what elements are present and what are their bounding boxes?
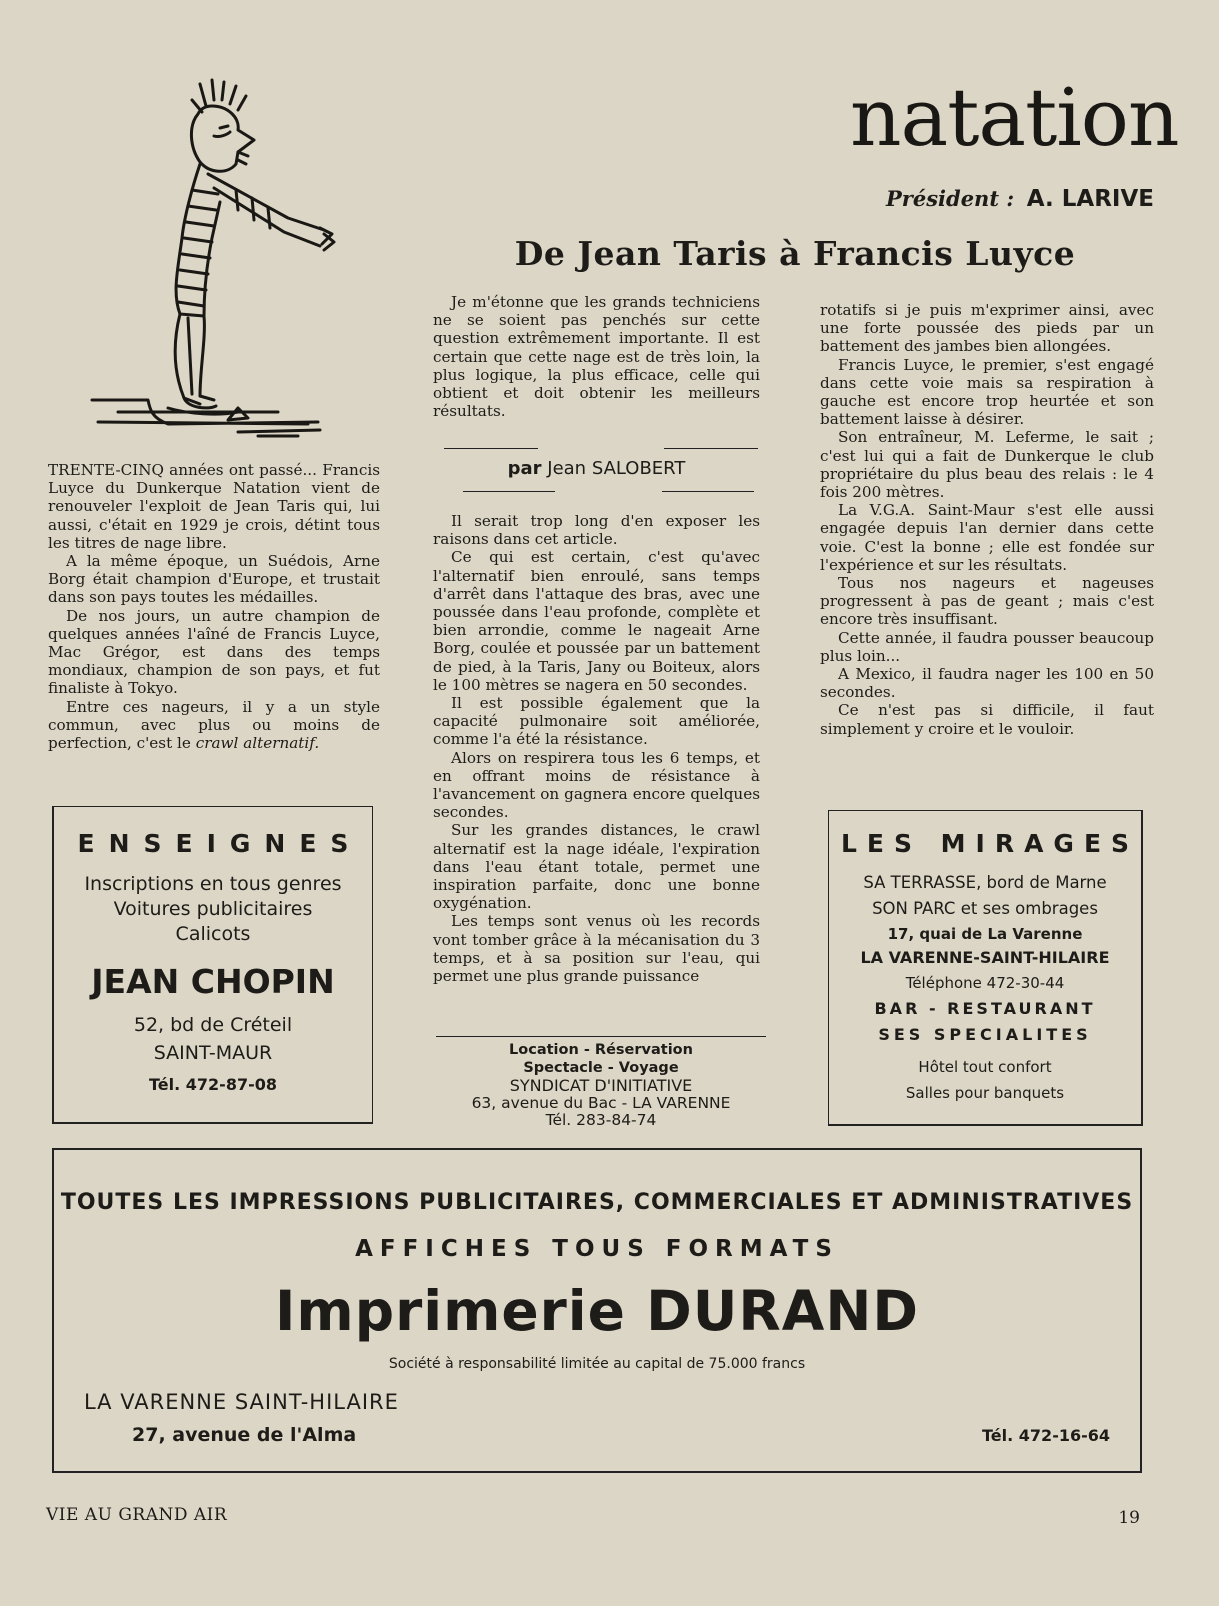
byline-rule-top xyxy=(444,448,538,449)
president-label: Président : xyxy=(886,186,1015,211)
enseignes-city: SAINT-MAUR xyxy=(153,1042,273,1064)
president-line xyxy=(760,186,1154,212)
syndicat-line: 63, avenue du Bac - LA VARENNE xyxy=(471,1093,731,1112)
col3-paragraph: rotatifs si je puis m'exprimer ainsi, avec une forte poussée des pieds par un battement des jambes bien allongées. xyxy=(820,301,1154,356)
footer-magazine: VIE AU GRAND AIR xyxy=(46,1505,228,1525)
durand-address: 27, avenue de l'Alma xyxy=(132,1424,357,1446)
col3-paragraph: Cette année, il faudra pousser beaucoup plus loin... xyxy=(820,628,1154,665)
section-title: natation xyxy=(850,71,1179,164)
starting-block xyxy=(92,400,320,436)
col3-paragraph: Francis Luyce, le premier, s'est engagé dans cette voie mais sa respiration à gauche est encore trop heurtée et son battement laisse à désirer. xyxy=(820,355,1154,429)
byline xyxy=(433,458,760,479)
ad-syndicat xyxy=(436,1042,766,1130)
byline-rule-bottom xyxy=(662,491,754,492)
syndicat-line: SYNDICAT D'INITIATIVE xyxy=(509,1076,693,1095)
col2-paragraph: Les temps sont venus où les records vont tomber grâce à la mécanisation du 3 temps, et à sa position sur l'eau, qui permet une plus grande puissance xyxy=(433,912,760,986)
article-column-3 xyxy=(820,301,1154,738)
mirages-line: SON PARC et ses ombrages xyxy=(872,899,1098,918)
byline-first: Jean xyxy=(547,458,587,479)
durand-line: TOUTES LES IMPRESSIONS PUBLICITAIRES, COMMERCIALES ET ADMINISTRATIVES xyxy=(60,1190,1134,1215)
byline-prefix: par xyxy=(507,458,542,479)
durand-legal: Société à responsabilité limitée au capital de 75.000 francs xyxy=(388,1356,806,1372)
mirages-line: 17, quai de La Varenne xyxy=(887,925,1083,943)
col1-last-text: Entre ces nageurs, il y a un style commun, avec plus ou moins de perfection, c'est le xyxy=(48,697,380,753)
col2-top-paragraph: Je m'étonne que les grands techniciens ne se soient pas penchés sur cette question extrêmement importante. Il est certain que cette nage est de très loin, la plus logique, la plus efficace, celle qui obtient et doit obtenir les meilleurs résultats. xyxy=(433,293,760,421)
col1-paragraph: A la même époque, un Suédois, Arne Borg était champion d'Europe, et trustait dans son pays toutes les médailles. xyxy=(48,552,380,607)
enseignes-line: Voitures publicitaires xyxy=(113,898,313,920)
enseignes-phone: Tél. 472-87-08 xyxy=(149,1075,277,1094)
col2-paragraph: Il est possible également que la capacité pulmonaire soit améliorée, comme l'a été la résistance. xyxy=(433,694,760,749)
col1-paragraph xyxy=(48,698,380,753)
mirages-line: BAR - RESTAURANT xyxy=(874,999,1096,1018)
col2-paragraph: Il serait trop long d'en exposer les raisons dans cet article. xyxy=(433,512,760,549)
enseignes-address: 52, bd de Créteil xyxy=(133,1014,293,1036)
mirages-line: SES SPECIALITES xyxy=(878,1025,1092,1044)
ad-les-mirages xyxy=(828,810,1143,1126)
mirages-title: LES MIRAGES xyxy=(840,829,1140,858)
durand-name: Imprimerie DURAND xyxy=(274,1279,920,1343)
mirages-line: LA VARENNE-SAINT-HILAIRE xyxy=(860,948,1110,967)
durand-phone: Tél. 472-16-64 xyxy=(982,1426,1110,1445)
byline-rule-bottom xyxy=(463,491,555,492)
article-column-2-top xyxy=(433,293,760,420)
head xyxy=(191,106,254,171)
article-title: De Jean Taris à Francis Luyce xyxy=(514,234,1076,273)
col2-paragraph: Sur les grandes distances, le crawl alternatif est la nage idéale, l'expiration dans l'eau étant totale, permet une inspiration parfaite, donc une bonne oxygénation. xyxy=(433,821,760,913)
syndicat-rule xyxy=(436,1036,766,1037)
mirages-line: Téléphone 472-30-44 xyxy=(905,974,1065,992)
syndicat-line: Spectacle - Voyage xyxy=(523,1059,679,1076)
enseignes-line: Inscriptions en tous genres xyxy=(84,873,342,895)
mirages-line: Hôtel tout confort xyxy=(918,1058,1052,1076)
byline-last: SALOBERT xyxy=(591,458,686,479)
syndicat-line: Tél. 283-84-74 xyxy=(545,1111,657,1129)
durand-line: AFFICHES TOUS FORMATS xyxy=(355,1236,839,1262)
page-number: 19 xyxy=(1118,1508,1140,1528)
ad-imprimerie-durand xyxy=(52,1148,1142,1473)
enseignes-name: JEAN CHOPIN xyxy=(91,962,335,1001)
col3-paragraph: Tous nos nageurs et nageuses progressent à pas de geant ; mais c'est encore très insuffisant. xyxy=(820,574,1154,629)
col1-italic: crawl alternatif. xyxy=(195,734,320,753)
swimmer-illustration xyxy=(88,78,353,450)
president-name: A. LARIVE xyxy=(1026,186,1154,212)
col3-paragraph: A Mexico, il faudra nager les 100 en 50 secondes. xyxy=(820,665,1154,702)
arms xyxy=(208,174,334,250)
col1-paragraph: TRENTE-CINQ années ont passé... Francis Luyce du Dunkerque Natation vient de renouveler l'exploit de Jean Taris qui, lui aussi, c'était en 1929 je crois, détint tous les titres de nage libre. xyxy=(48,461,380,552)
enseignes-line: Calicots xyxy=(175,923,251,945)
durand-city: LA VARENNE SAINT-HILAIRE xyxy=(84,1390,399,1414)
article-column-2 xyxy=(433,512,760,985)
mirages-line: SA TERRASSE, bord de Marne xyxy=(863,873,1107,892)
enseignes-title: ENSEIGNES xyxy=(77,829,363,858)
mirages-line: Salles pour banquets xyxy=(905,1084,1065,1102)
col3-paragraph: Ce n'est pas si difficile, il faut simplement y croire et le vouloir. xyxy=(820,701,1154,738)
col1-paragraph: De nos jours, un autre champion de quelques années l'aîné de Francis Luyce, Mac Grégor, est dans des temps mondiaux, champion de son pays, et fut finaliste à Tokyo. xyxy=(48,606,380,698)
article-column-1 xyxy=(48,461,380,752)
col2-paragraph: Alors on respirera tous les 6 temps, et en offrant moins de résistance à l'avancement on gagnera encore quelques secondes. xyxy=(433,748,760,822)
byline-rule-top xyxy=(664,448,758,449)
ad-enseignes xyxy=(52,806,373,1124)
col2-paragraph: Ce qui est certain, c'est qu'avec l'alternatif bien enroulé, sans temps d'arrêt dans l'attaque des bras, avec une poussée dans l'eau profonde, complète et bien arrondie, comme le nageait Arne Borg, coulée et poussée par un battement de pied, à la Taris, Jany ou Boiteux, alors le 100 mètres se nagera en 50 secondes. xyxy=(433,548,760,694)
syndicat-line: Location - Réservation xyxy=(509,1042,693,1058)
col3-paragraph: La V.G.A. Saint-Maur s'est elle aussi engagée depuis l'an dernier dans cette voie. C'est la bonne ; elle est fondée sur l'expérience et sur les résultats. xyxy=(820,501,1154,574)
col3-paragraph: Son entraîneur, M. Leferme, le sait ; c'est lui qui a fait de Dunkerque le club propriétaire du plus beau des relais : le 4 fois 200 mètres. xyxy=(820,428,1154,502)
